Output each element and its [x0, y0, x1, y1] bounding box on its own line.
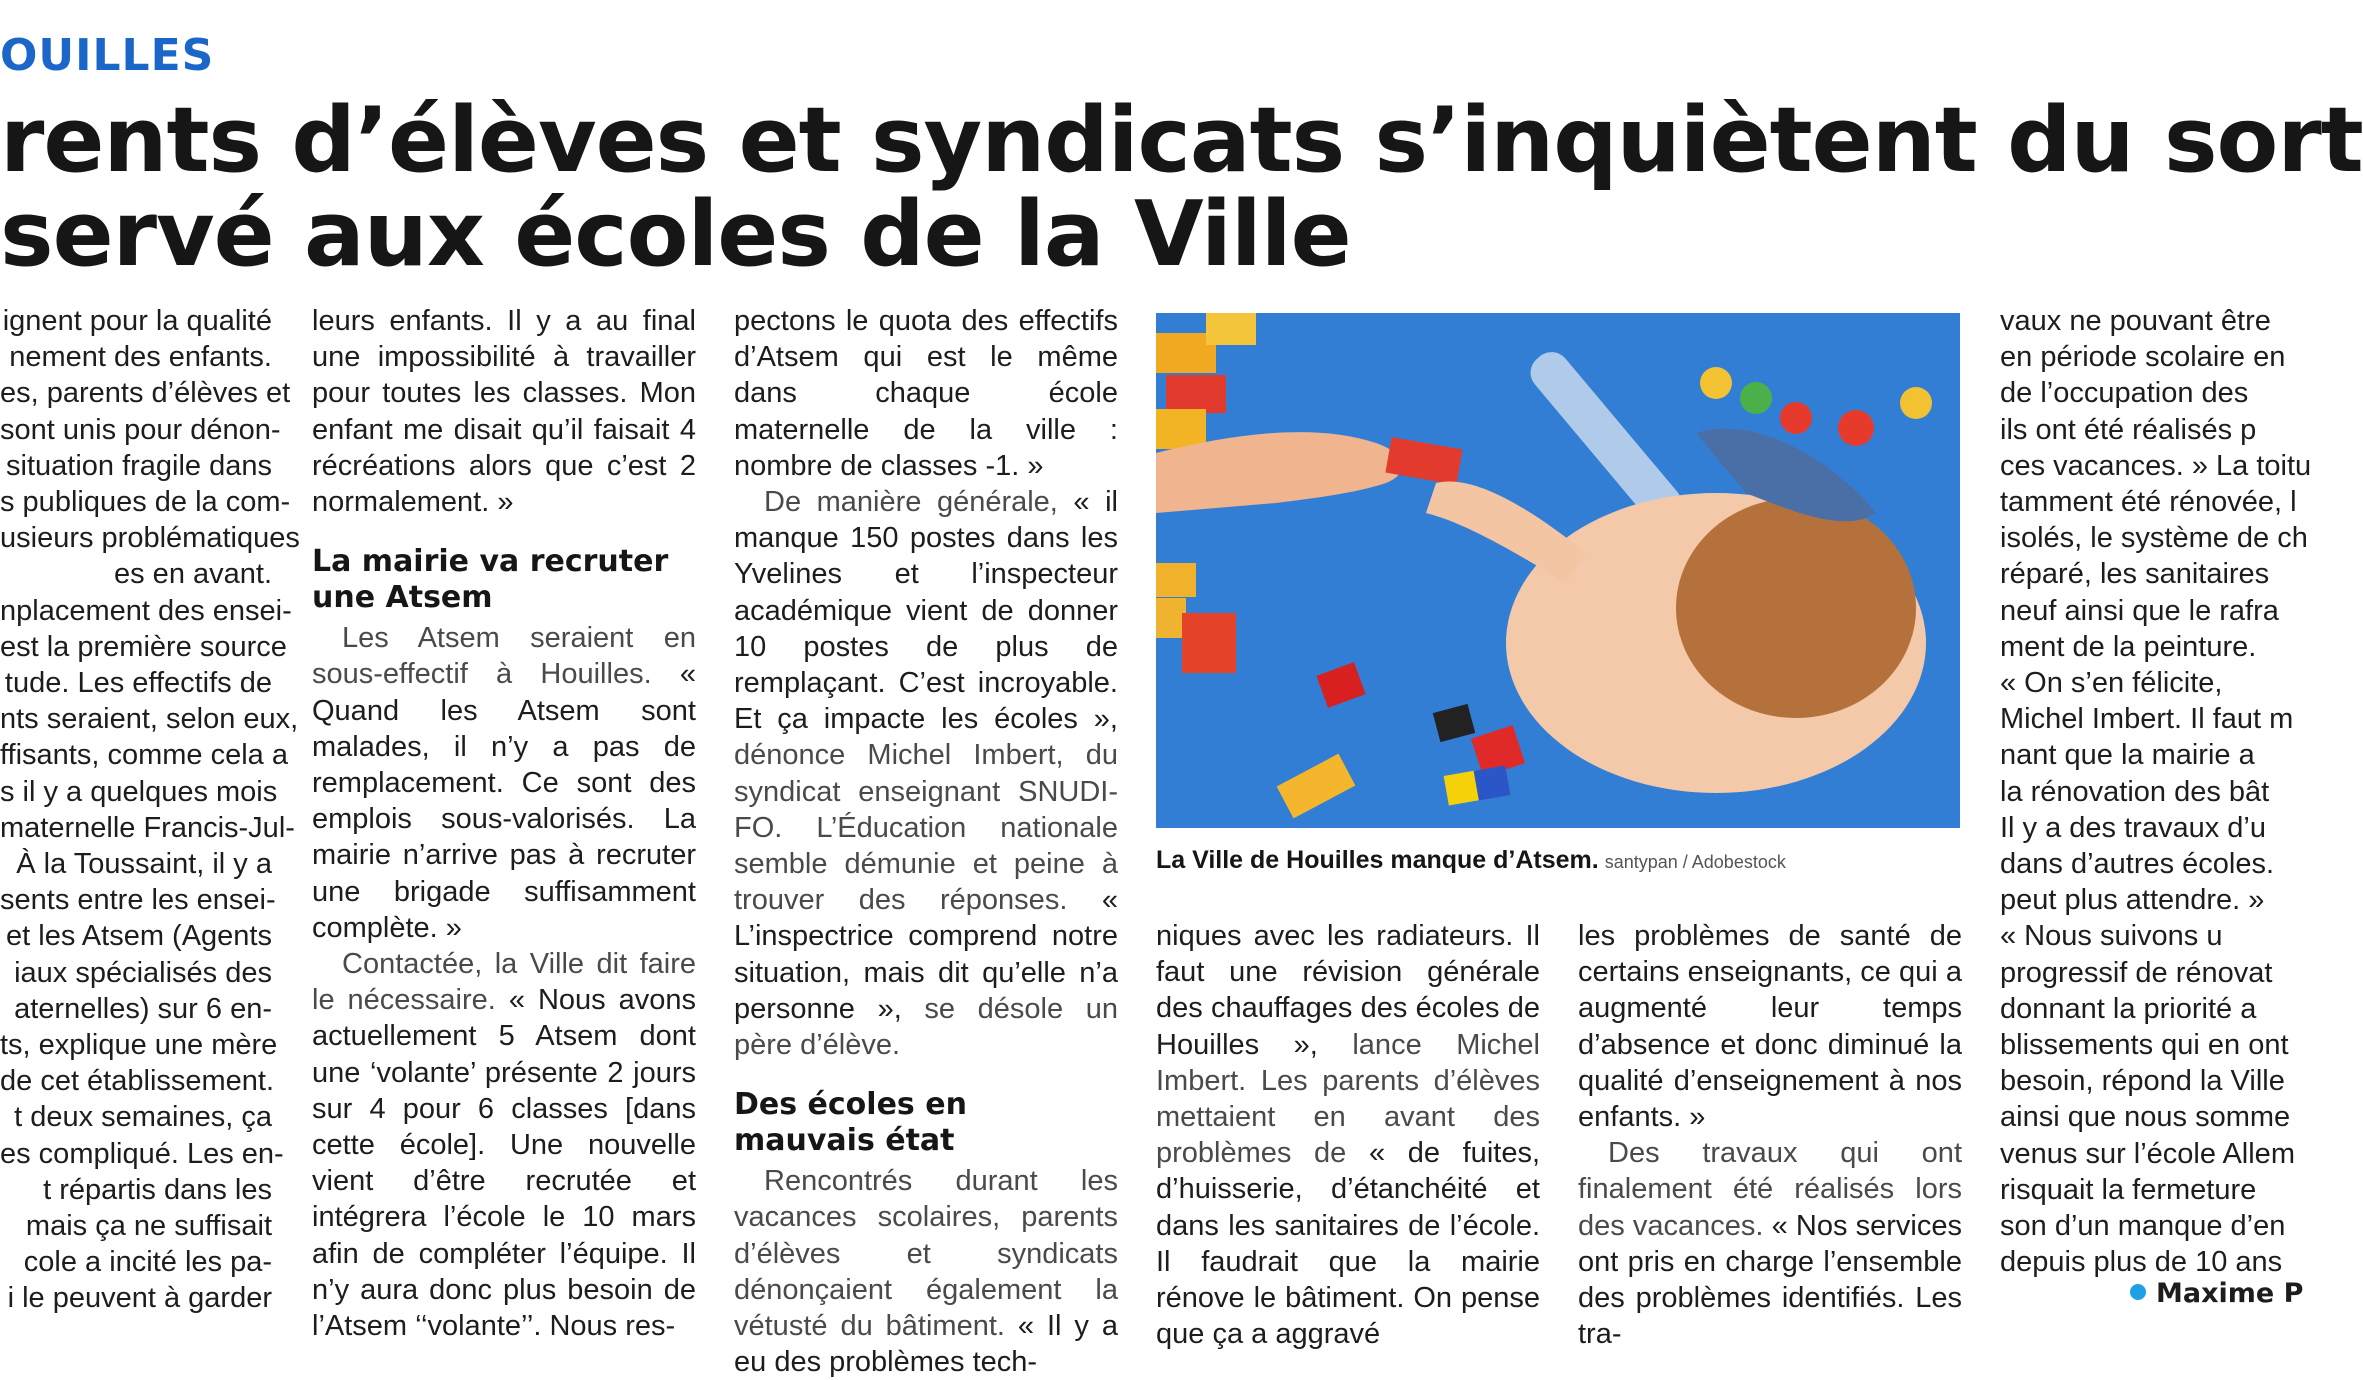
article-column-5	[1578, 918, 1962, 1352]
text-line: maternelle Francis-Jul-	[0, 811, 295, 844]
text-line: aternelles) sur 6 en-	[14, 992, 272, 1025]
text-line: Michel Imbert. Il faut m	[2000, 703, 2294, 736]
headline-line-2: servé aux écoles de la Ville	[0, 182, 1351, 287]
text-line: besoin, répond la Ville	[2000, 1065, 2285, 1098]
block-red	[1166, 375, 1226, 413]
text-line: situation fragile dans	[6, 449, 272, 482]
text-line: tude. Les effectifs de	[4, 667, 272, 700]
text-line: es en avant.	[114, 558, 272, 591]
text-line: ainsi que nous somme	[2000, 1101, 2291, 1134]
text-line: et les Atsem (Agents	[6, 920, 272, 953]
text-line: ignent pour la qualité	[2, 305, 272, 337]
text-line: vaux ne pouvant être	[2000, 305, 2271, 337]
text-line: neuf ainsi que le rafra	[2000, 594, 2279, 627]
block-yellow	[1156, 563, 1196, 597]
child-hair	[1676, 498, 1916, 718]
bead	[1900, 387, 1932, 419]
text-line: nant que la mairie a	[2000, 739, 2255, 772]
paragraph	[1156, 918, 1540, 1352]
caption-text: La Ville de Houilles manque d’Atsem.	[1156, 846, 1599, 874]
text-line: isolés, le système de ch	[2000, 522, 2308, 555]
text-line: s il y a quelques mois	[0, 775, 278, 808]
text-line: t répartis dans les	[43, 1173, 272, 1206]
text-line: ffisants, comme cela a	[0, 739, 288, 772]
paragraph-quote: niques avec les radiateurs. Il faut une révision générale des chauffages des écoles de Houilles »,	[1156, 920, 1540, 1061]
text-line: son d’un manque d’en	[2000, 1210, 2286, 1243]
text-line: sont unis pour dénon-	[0, 413, 281, 446]
block-yellow	[1156, 598, 1186, 638]
text-line: blissements qui en ont	[2000, 1029, 2289, 1062]
block-red	[1182, 613, 1236, 673]
bead	[1700, 367, 1732, 399]
paragraph-intro: Les Atsem seraient en sous-effectif à Houilles.	[312, 622, 696, 691]
paragraph-intro: Rencontrés durant les vacances scolaires, parents d’élèves et syndicats dénonçaient également la vétusté du bâtiment.	[734, 1165, 1118, 1343]
text-line: ts, explique une mère	[0, 1029, 278, 1062]
text-line: donnant la priorité a	[2000, 992, 2257, 1025]
paragraph: pectons le quota des effectifs d’Atsem qui est le même dans chaque école maternelle de la ville : nombre de classes -1. »	[734, 305, 1118, 482]
text-line: nts seraient, selon eux,	[0, 703, 299, 736]
block-blue	[1474, 765, 1511, 800]
article-column-3	[734, 303, 1118, 1380]
paragraph-attribution: se désole un père d’élève.	[734, 992, 1118, 1062]
text-line: cole a incité les pa-	[23, 1246, 272, 1279]
bead	[1740, 382, 1772, 414]
block-yellow	[1206, 313, 1256, 345]
text-line: mais ça ne suffisait	[25, 1210, 272, 1243]
paragraph	[1578, 1135, 1962, 1352]
paragraph	[734, 484, 1118, 1063]
text-line: nplacement des ensei-	[0, 594, 292, 627]
paragraph: leurs enfants. Il y a au final une impossibilité à travailler pour toutes les classes. Mon enfant me disait qu’il faisait 4 récréations alors que c’est 2 normalement. »	[312, 305, 696, 519]
block-yellow	[1156, 409, 1206, 449]
text-line: ces vacances. » La toitu	[2000, 449, 2312, 482]
text-line: « On s’en félicite,	[2000, 667, 2223, 700]
text-line: es compliqué. Les en-	[0, 1137, 284, 1170]
article-photo	[1156, 313, 1960, 828]
text-line: progressif de rénovat	[2000, 956, 2273, 989]
paragraph-quote: « de fuites, d’huisserie, d’étanchéité et dans les sanitaires de l’école. Il faudrait que la mairie rénove le bâtiment. On pense que ça a aggravé	[1156, 1137, 1540, 1351]
headline-line-1: rents d’élèves et syndicats s’inquiètent du sort	[0, 88, 2363, 193]
text-line: peut plus attendre. »	[2000, 884, 2265, 917]
text-line: ment de la peinture.	[2000, 630, 2257, 663]
text-line: en période scolaire en	[2000, 341, 2286, 374]
paragraph-intro: De manière générale,	[764, 486, 1058, 519]
text-line: tamment été rénovée, l	[2000, 486, 2297, 519]
text-line: t deux semaines, ça	[14, 1101, 272, 1134]
text-line: sents entre les ensei-	[0, 884, 276, 917]
bead	[1838, 410, 1874, 446]
author-name: Maxime P	[2156, 1278, 2304, 1309]
child-playing-blocks-image	[1156, 313, 1960, 828]
paragraph-attribution: dénonce Michel Imbert, du syndicat enseignant SNUDI-FO. L’Éducation nationale semble démunie et peine à trouver des réponses.	[734, 739, 1118, 917]
paragraph-quote: « Quand les Atsem sont malades, il n’y a pas de remplacement. Ce sont des emplois sous-valorisés. La mairie n’arrive pas à recruter une brigade suffisamment complète. »	[312, 658, 697, 944]
text-line: i le peuvent à garder	[7, 1282, 272, 1315]
paragraph-intro: Des travaux qui ont finalement été réalisés lors des vacances.	[1578, 1137, 1962, 1242]
photo-caption	[1156, 846, 1786, 875]
text-line: de l’occupation des	[2000, 377, 2249, 410]
paragraph-quote: « Il y a eu des problèmes tech-	[734, 1310, 1118, 1379]
paragraph-quote: « Nous avons actuellement 5 Atsem dont une ‘volante’ présente 2 jours sur 4 pour 6 classes [dans cette école]. Une nouvelle vient d’être recrutée et intégrera l’école le 10 mars afin de compléter l’équipe. Il n’y aura donc plus besoin de l’Atsem ‘‘volante’’. Nous res-	[312, 984, 696, 1343]
article-column-6	[2000, 303, 2312, 1280]
text-line: dans d’autres écoles.	[2000, 848, 2275, 881]
text-line: est la première source	[0, 630, 287, 663]
paragraph: les problèmes de santé de certains enseignants, ce qui a augmenté leur temps d’absence et donc diminué la qualité d’enseignement à nos enfants. »	[1578, 920, 1962, 1134]
text-line: iaux spécialisés des	[14, 956, 272, 989]
paragraph-quote: « il manque 150 postes dans les Yvelines et l’inspecteur académique vient de donner 10 postes de plus de remplaçant. C’est incroyable. Et ça impacte les écoles »,	[734, 486, 1118, 736]
text-line: Il y a des travaux d’u	[2000, 811, 2266, 844]
text-line: venus sur l’école Allem	[2000, 1137, 2295, 1170]
article-column-1	[0, 303, 300, 1317]
article-column-2	[312, 303, 696, 1344]
section-kicker: OUILLES	[0, 30, 215, 81]
text-line: ils ont été réalisés p	[2000, 413, 2257, 446]
paragraph-intro: Contactée, la Ville dit faire le nécessaire.	[312, 948, 696, 1017]
paragraph-attribution: lance Michel Imbert. Les parents d’élèves mettaient en avant des problèmes de	[1156, 1028, 1540, 1170]
text-line: À la Toussaint, il y a	[16, 848, 272, 881]
paragraph	[312, 620, 696, 946]
photo-credit: santypan / Adobestock	[1604, 852, 1786, 872]
text-line: usieurs problématiques	[0, 522, 300, 555]
article-column-4	[1156, 918, 1540, 1352]
text-line: « Nous suivons u	[2000, 920, 2223, 953]
text-line: réparé, les sanitaires	[2000, 558, 2270, 591]
text-line: nement des enfants.	[9, 341, 272, 374]
text-line: de cet établissement.	[0, 1065, 275, 1098]
text-line: depuis plus de 10 ans	[2000, 1246, 2283, 1279]
article-headline	[0, 88, 2363, 287]
paragraph	[734, 1163, 1118, 1380]
author-byline	[2130, 1278, 2303, 1309]
bead	[1780, 402, 1812, 434]
subheading-ecoles: Des écoles en mauvais état	[734, 1087, 967, 1159]
paragraph	[312, 946, 696, 1344]
byline-dot-icon	[2130, 1284, 2146, 1300]
text-line: la rénovation des bât	[2000, 775, 2270, 808]
text-line: s publiques de la com-	[0, 486, 291, 519]
text-line: risquait la fermeture	[2000, 1173, 2257, 1206]
text-line: es, parents d’élèves et	[0, 377, 291, 410]
subheading-mairie: La mairie va recruter une Atsem	[312, 544, 669, 616]
paragraph-quote: « Nos services ont pris en charge l’ensemble des problèmes identifiés. Les tra-	[1578, 1209, 1962, 1351]
paragraph-quote: « L’inspectrice comprend notre situation, mais dit qu’elle n’a personne »,	[734, 884, 1119, 1025]
